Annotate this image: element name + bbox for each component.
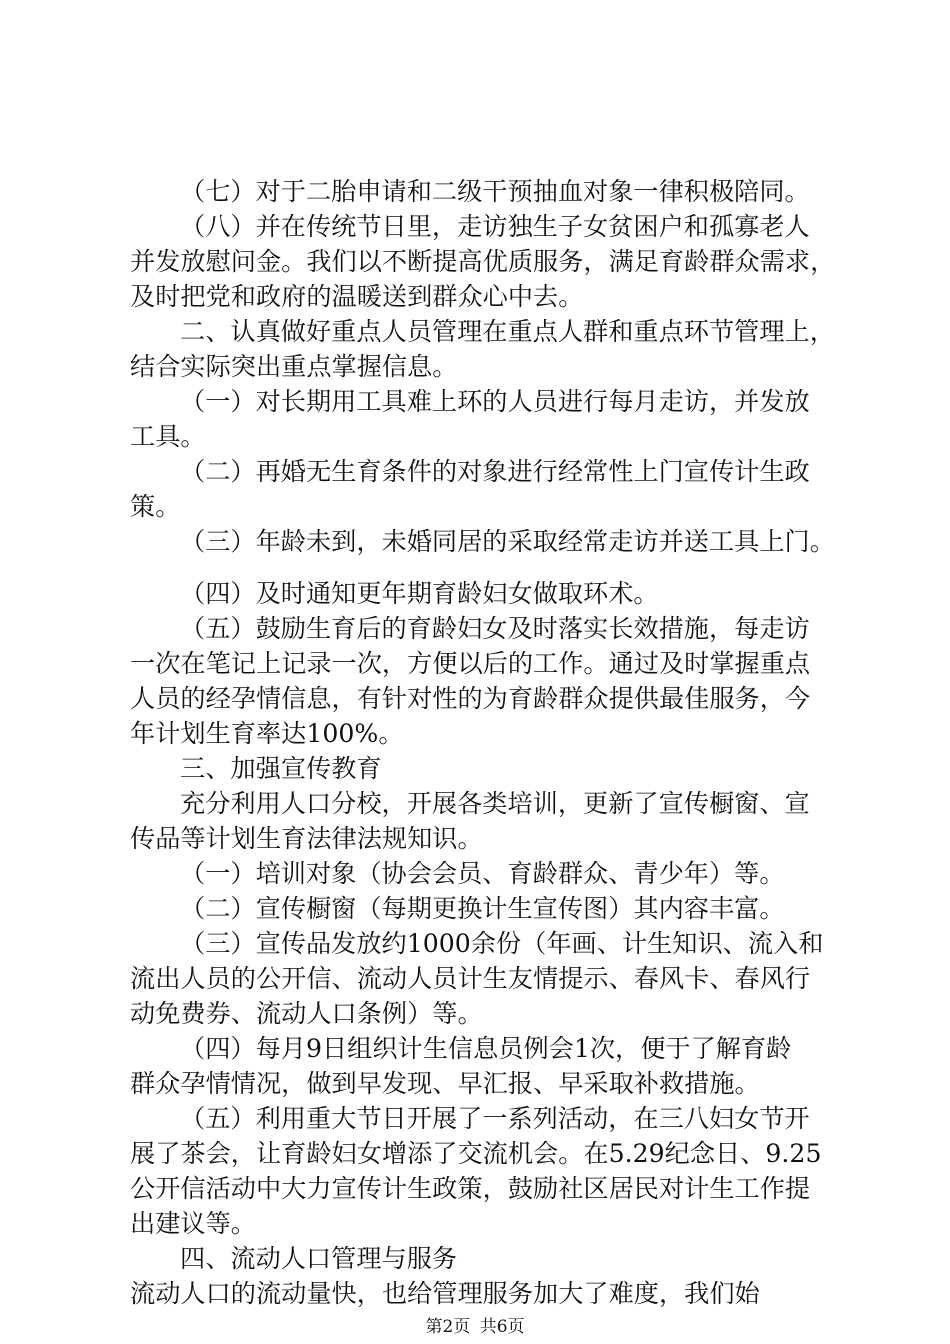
paragraph-line: 工具。 xyxy=(130,422,206,451)
paragraph-line: 流动人口的流动量快，也给管理服务加大了难度，我们始 xyxy=(130,1279,760,1308)
paragraph-line: 流出人员的公开信、流动人员计生友情提示、春风卡、春风行 xyxy=(130,964,811,993)
paragraph-line: （八）并在传统节日里，走访独生子女贫困户和孤寡老人 xyxy=(180,212,810,241)
paragraph-line: （四）及时通知更年期育龄妇女做取环术。 xyxy=(180,579,659,608)
paragraph-line: 充分利用人口分校，开展各类培训，更新了宣传橱窗、宣 xyxy=(180,789,810,818)
page-total: 共6页 xyxy=(479,1317,525,1337)
paragraph-line: 及时把党和政府的温暖送到群众心中去。 xyxy=(130,282,584,311)
paragraph-line: （五）鼓励生育后的育龄妇女及时落实长效措施，每走访 xyxy=(180,614,810,643)
page-footer xyxy=(0,1316,950,1338)
paragraph-line: （二）再婚无生育条件的对象进行经常性上门宣传计生政 xyxy=(180,457,810,486)
paragraph-line: 并发放慰问金。我们以不断提高优质服务，满足育龄群众需求， xyxy=(130,247,836,276)
paragraph-line: 一次在笔记上记录一次，方便以后的工作。通过及时掌握重点 xyxy=(130,649,811,678)
paragraph-line: 动免费券、流动人口条例）等。 xyxy=(130,999,483,1028)
paragraph-line: 展了茶会，让育龄妇女增添了交流机会。在5.29纪念日、9.25 xyxy=(130,1139,822,1168)
page-number: 第2页 xyxy=(425,1317,471,1337)
paragraph-line: （三）年龄未到，未婚同居的采取经常走访并送工具上门。 xyxy=(180,527,835,556)
paragraph-line: （一）培训对象（协会会员、育龄群众、青少年）等。 xyxy=(180,859,785,888)
paragraph-line: 出建议等。 xyxy=(130,1209,256,1238)
paragraph-line: （二）宣传橱窗（每期更换计生宣传图）其内容丰富。 xyxy=(180,894,785,923)
section-heading: 三、加强宣传教育 xyxy=(180,754,382,783)
paragraph-line: 人员的经孕情信息，有针对性的为育龄群众提供最佳服务，今 xyxy=(130,684,811,713)
paragraph-line: 策。 xyxy=(130,492,181,521)
section-heading: 四、流动人口管理与服务 xyxy=(180,1244,458,1273)
paragraph-line: 群众孕情情况，做到早发现、早汇报、早采取补救措施。 xyxy=(130,1069,760,1098)
section-heading: 二、认真做好重点人员管理在重点人群和重点环节管理上， xyxy=(180,317,835,346)
paragraph-line: （五）利用重大节日开展了一系列活动，在三八妇女节开 xyxy=(180,1104,810,1133)
paragraph-line: 传品等计划生育法律法规知识。 xyxy=(130,824,483,853)
paragraph-line: （四）每月9日组织计生信息员例会1次，便于了解育龄 xyxy=(180,1034,792,1063)
paragraph-line: （三）宣传品发放约1000余份（年画、计生知识、流入和 xyxy=(180,929,824,958)
paragraph-line: （七）对于二胎申请和二级干预抽血对象一律积极陪同。 xyxy=(180,177,810,206)
paragraph-line: 公开信活动中大力宣传计生政策，鼓励社区居民对计生工作提 xyxy=(130,1174,811,1203)
paragraph-line: 年计划生育率达100%。 xyxy=(130,719,404,748)
paragraph-line: 结合实际突出重点掌握信息。 xyxy=(130,352,458,381)
paragraph-line: （一）对长期用工具难上环的人员进行每月走访，并发放 xyxy=(180,387,810,416)
